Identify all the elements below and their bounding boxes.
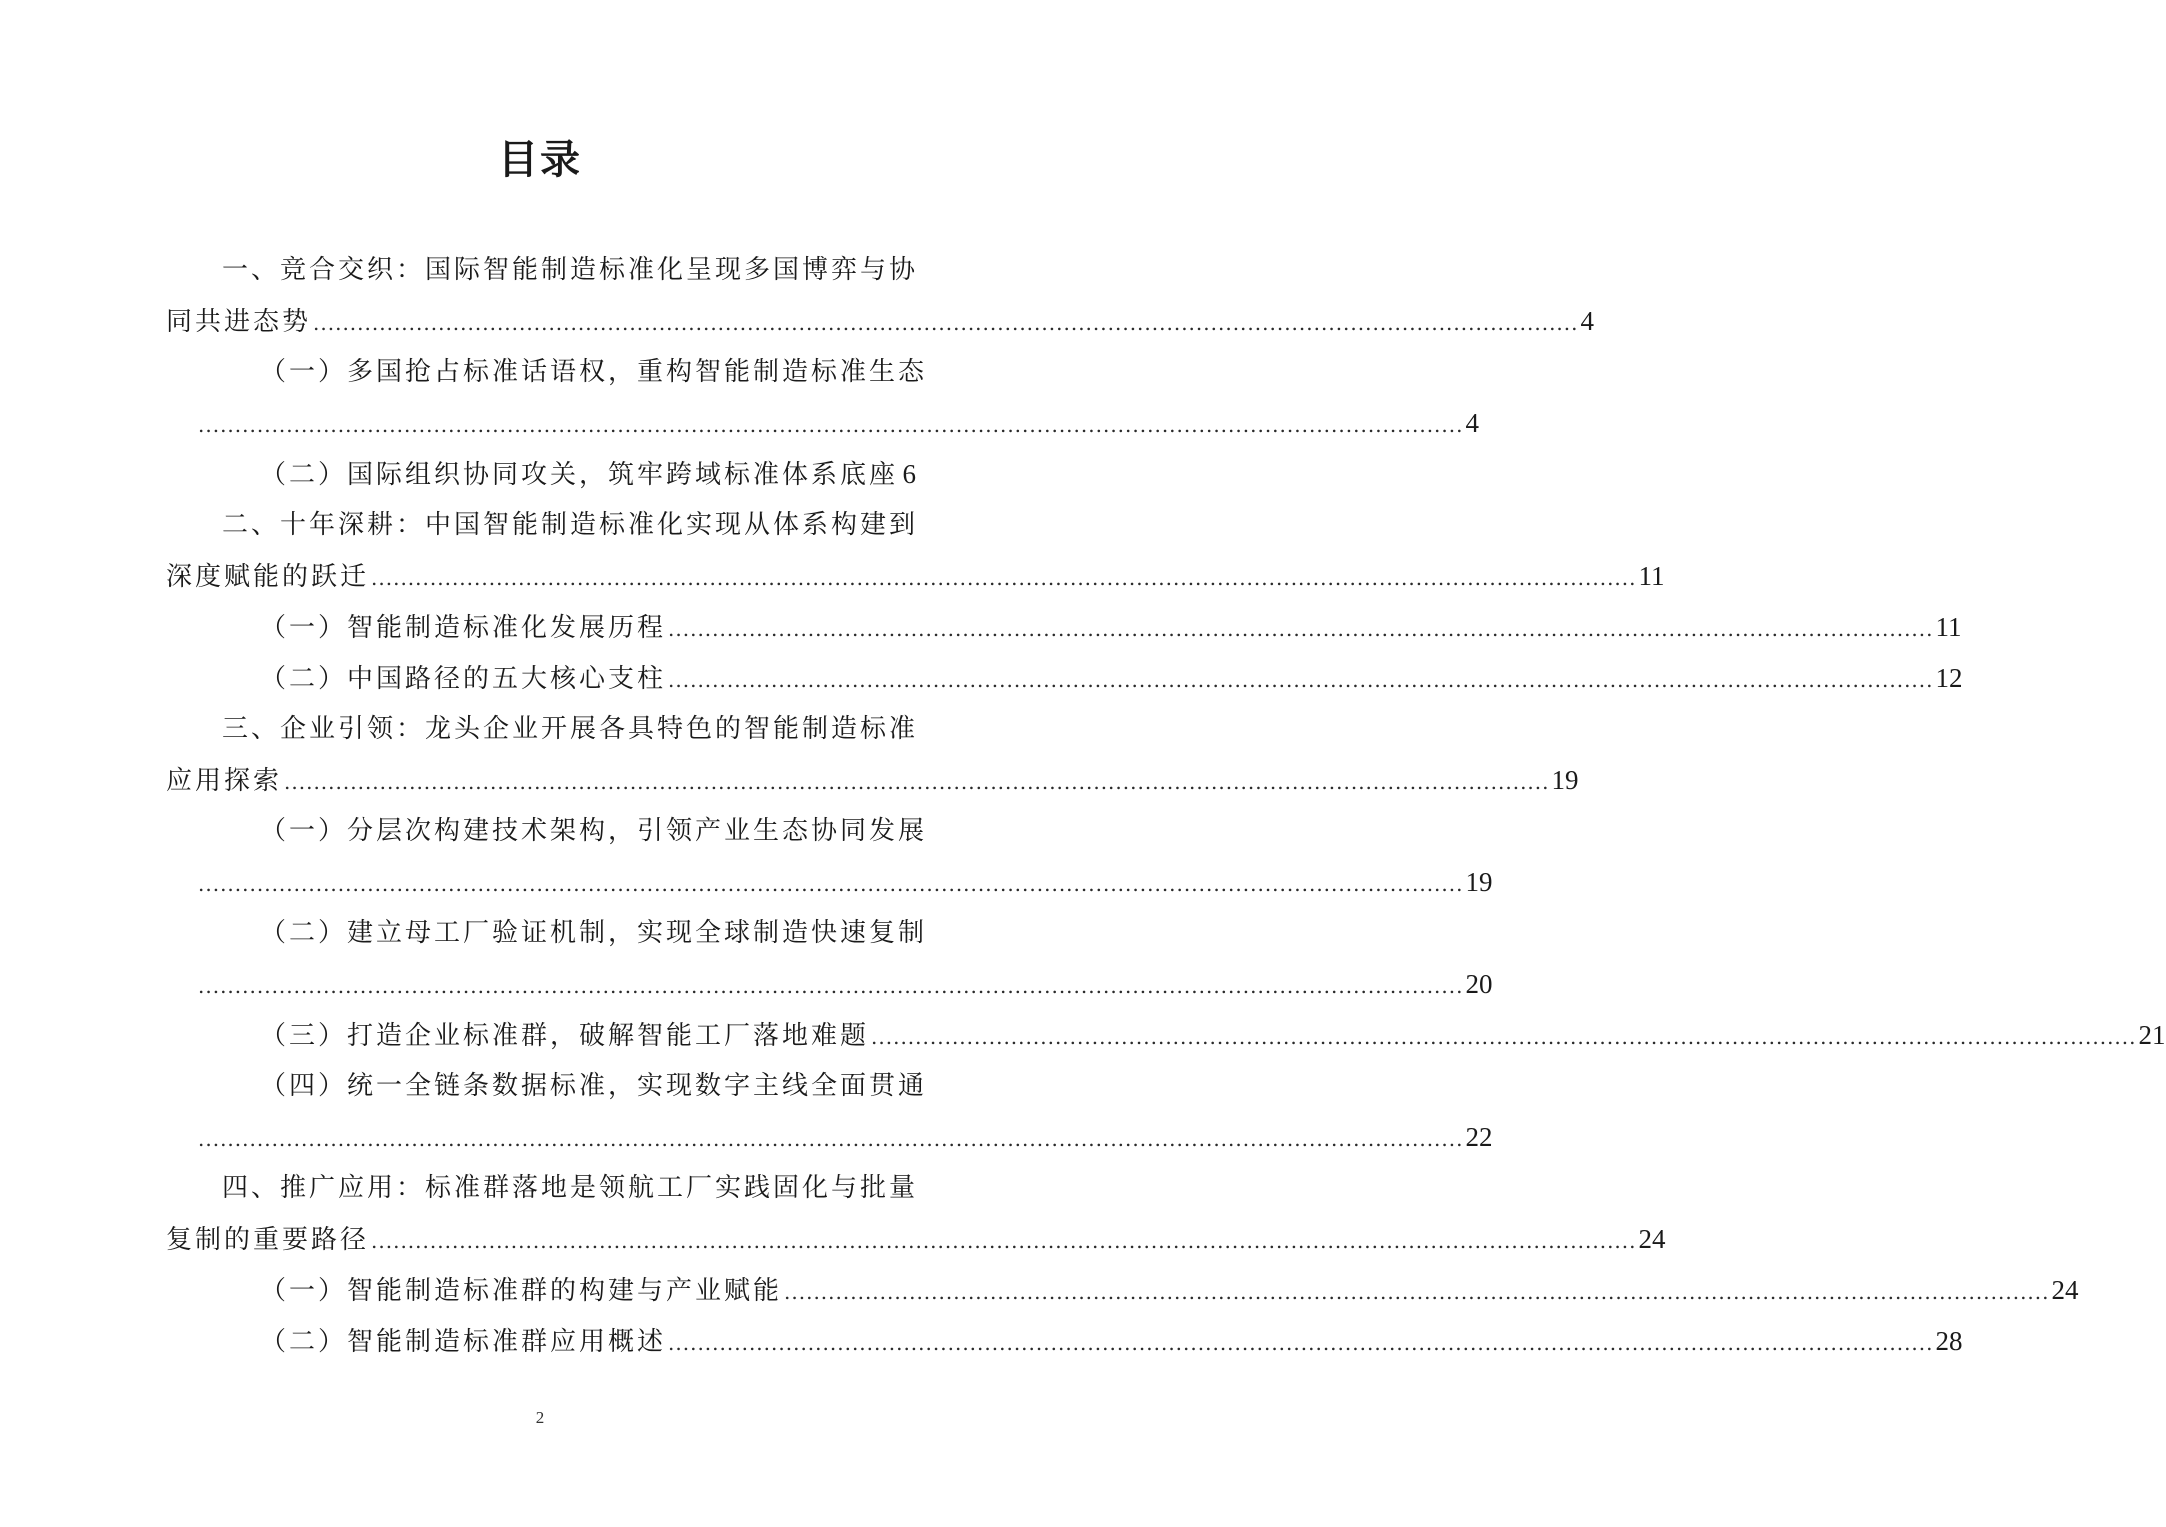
dot-leader: ............................................................................................................................................................................ bbox=[871, 1025, 2137, 1049]
page-number: 2 bbox=[535, 1408, 545, 1427]
toc-page-number: 19 bbox=[1551, 765, 1579, 795]
toc-entry-text: （三）打造企业标准群，破解智能工厂落地难题 bbox=[260, 1021, 870, 1051]
toc-entry-2-line[interactable] bbox=[166, 551, 1665, 602]
toc-page-number: 6 bbox=[902, 459, 916, 489]
toc-entry-4-1[interactable] bbox=[166, 1265, 2079, 1316]
toc-entry-1-heading[interactable]: 一、竞合交织：国际智能制造标准化呈现多国博弈与协 bbox=[222, 255, 919, 285]
toc-entry-3-heading[interactable]: 三、企业引领：龙头企业开展各具特色的智能制造标准 bbox=[222, 714, 919, 744]
toc-page-number: 28 bbox=[1935, 1326, 1963, 1356]
toc-entry-1-1-line[interactable] bbox=[166, 398, 1479, 449]
dot-leader: ............................................................................................................................................................................ bbox=[284, 770, 1550, 794]
toc-entry-3-1-line[interactable] bbox=[166, 857, 1493, 908]
toc-entry-4-2[interactable] bbox=[166, 1316, 1963, 1367]
dot-leader: ............................................................................................................................................................................ bbox=[313, 311, 1579, 335]
dot-leader: ............................................................................................................................................................................ bbox=[784, 1280, 2050, 1304]
dot-leader: ............................................................................................................................................................................ bbox=[668, 617, 1934, 641]
toc-entry-4-heading[interactable]: 四、推广应用：标准群落地是领航工厂实践固化与批量 bbox=[222, 1173, 919, 1203]
toc-page-number: 24 bbox=[1638, 1224, 1666, 1254]
toc-page-number: 19 bbox=[1465, 867, 1493, 897]
toc-entry-text: （二）智能制造标准群应用概述 bbox=[260, 1327, 667, 1357]
toc-page-number: 20 bbox=[1465, 969, 1493, 999]
toc-entry-1-1-heading[interactable]: （一）多国抢占标准话语权，重构智能制造标准生态 bbox=[260, 357, 928, 387]
dot-leader: ............................................................................................................................................................................ bbox=[668, 1331, 1934, 1355]
toc-entry-3-3[interactable] bbox=[166, 1010, 2166, 1061]
toc-page-number: 21 bbox=[2138, 1020, 2166, 1050]
toc-entry-text: 复制的重要路径 bbox=[166, 1225, 370, 1255]
toc-entry-2-1[interactable] bbox=[166, 602, 1962, 653]
toc-entry-3-1-heading[interactable]: （一）分层次构建技术架构，引领产业生态协同发展 bbox=[260, 816, 928, 846]
toc-entry-text: （一）智能制造标准群的构建与产业赋能 bbox=[260, 1276, 783, 1306]
toc-entry-text: （一）智能制造标准化发展历程 bbox=[260, 613, 667, 643]
toc-entry-3-line[interactable] bbox=[166, 755, 1579, 806]
dot-leader: ............................................................................................................................................................................ bbox=[668, 668, 1934, 692]
toc-entry-2-heading[interactable]: 二、十年深耕：中国智能制造标准化实现从体系构建到 bbox=[222, 510, 919, 540]
toc-page-number: 4 bbox=[1465, 408, 1479, 438]
dot-leader: ............................................................................................................................................................................ bbox=[198, 974, 1464, 998]
toc-entry-3-4-heading[interactable]: （四）统一全链条数据标准，实现数字主线全面贯通 bbox=[260, 1071, 928, 1101]
dot-leader: ............................................................................................................................................................................ bbox=[371, 566, 1637, 590]
toc-entry-text: （二）中国路径的五大核心支柱 bbox=[260, 664, 667, 694]
toc-page-number: 22 bbox=[1465, 1122, 1493, 1152]
dot-leader: ............................................................................................................................................................................ bbox=[198, 1127, 1464, 1151]
toc-entry-3-2-heading[interactable]: （二）建立母工厂验证机制，实现全球制造快速复制 bbox=[260, 918, 928, 948]
dot-leader: ............................................................................................................................................................................ bbox=[371, 1229, 1637, 1253]
toc-entry-4-line[interactable] bbox=[166, 1214, 1666, 1265]
toc-entry-2-2[interactable] bbox=[166, 653, 1963, 704]
toc-page-number: 4 bbox=[1580, 306, 1594, 336]
toc-page-number: 24 bbox=[2051, 1275, 2079, 1305]
dot-leader: ............................................................................................................................................................................ bbox=[198, 872, 1464, 896]
toc-entry-text: （二）国际组织协同攻关，筑牢跨域标准体系底座 bbox=[260, 460, 899, 490]
toc-page-number: 11 bbox=[1935, 612, 1962, 642]
toc-entry-text: 同共进态势 bbox=[166, 307, 312, 337]
toc-entry-3-4-line[interactable] bbox=[166, 1112, 1493, 1163]
toc-entry-3-2-line[interactable] bbox=[166, 959, 1493, 1010]
toc-page-number: 12 bbox=[1935, 663, 1963, 693]
table-of-contents bbox=[166, 245, 2166, 1367]
dot-leader: ............................................................................................................................................................................ bbox=[198, 413, 1464, 437]
toc-page-number: 11 bbox=[1638, 561, 1665, 591]
toc-entry-text: 应用探索 bbox=[166, 766, 283, 796]
toc-entry-1-2[interactable] bbox=[166, 449, 916, 500]
toc-entry-1-line[interactable] bbox=[166, 296, 1594, 347]
toc-entry-text: 深度赋能的跃迁 bbox=[166, 562, 370, 592]
page-title: 目录 bbox=[498, 137, 582, 183]
